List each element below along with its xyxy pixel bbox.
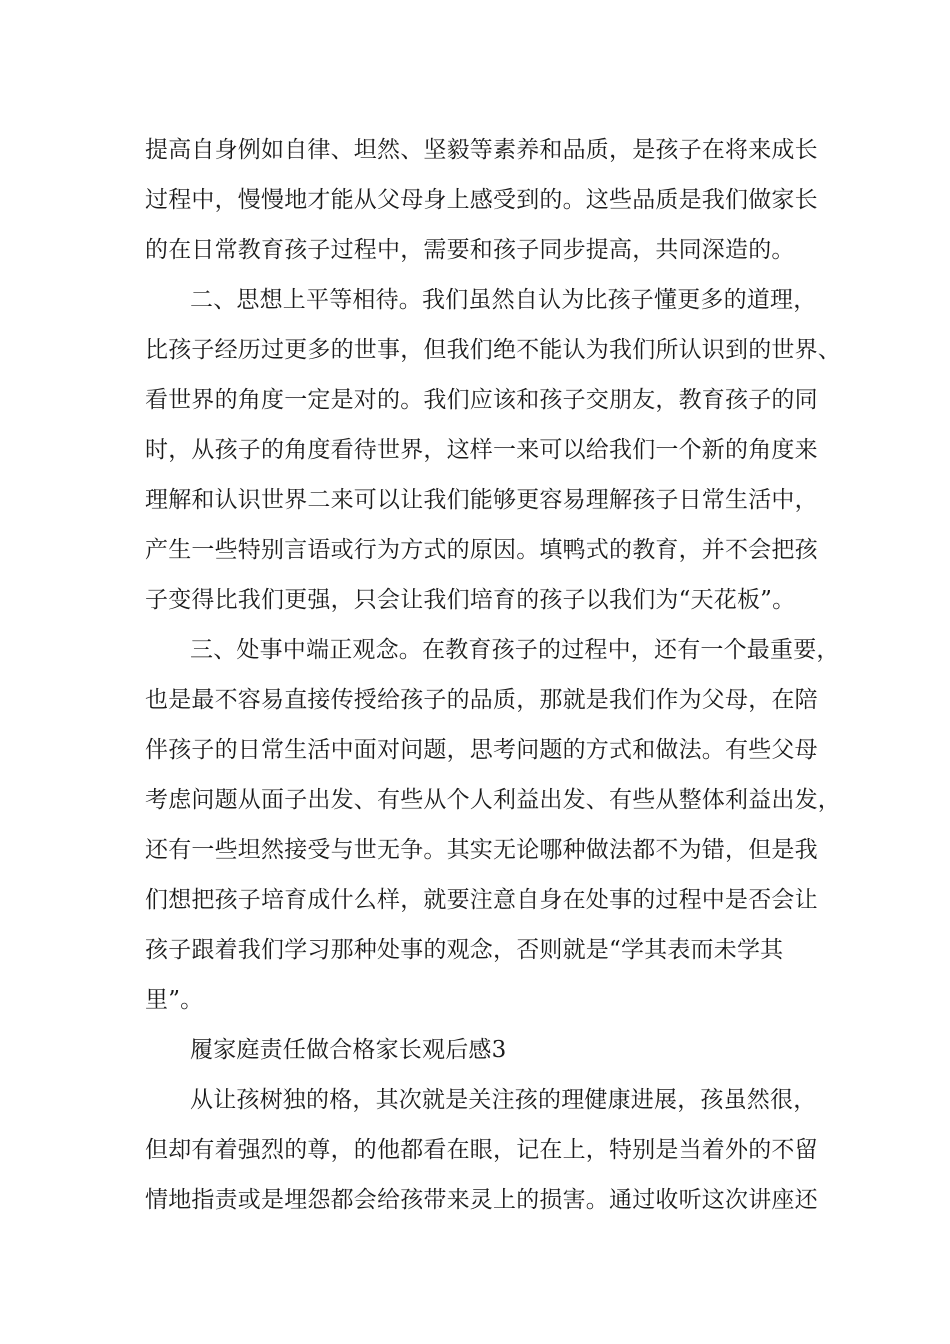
text-line-14: 考虑问题从面子出发、有些从个人利益出发、有些从整体利益出发， (145, 787, 841, 813)
text-line-3: 的在日常教育孩子过程中，需要和孩子同步提高，共同深造的。 (145, 237, 795, 263)
section-heading: 履家庭责任做合格家长观后感3 (190, 1037, 507, 1063)
paragraph-3-start: 三、处事中端正观念。在教育孩子的过程中，还有一个最重要， (190, 637, 840, 663)
paragraph-4-start: 从让孩树独的格，其次就是关注孩的理健康进展，孩虽然很， (190, 1087, 817, 1113)
text-line-8: 理解和认识世界二来可以让我们能够更容易理解孩子日常生活中， (145, 487, 818, 513)
text-line-17: 孩子跟着我们学习那种处事的观念，否则就是“学其表而未学其 (145, 937, 784, 963)
text-line-1: 提高自身例如自律、坦然、坚毅等素养和品质，是孩子在将来成长 (145, 137, 818, 163)
text-line-6: 看世界的角度一定是对的。我们应该和孩子交朋友，教育孩子的同 (145, 387, 818, 413)
text-line-10: 子变得比我们更强，只会让我们培育的孩子以我们为“天花板”。 (145, 587, 796, 613)
text-line-22: 情地指责或是埋怨都会给孩带来灵上的损害。通过收听这次讲座还 (145, 1187, 818, 1213)
text-line-9: 产生一些特别言语或行为方式的原因。填鸭式的教育，并不会把孩 (145, 537, 818, 563)
text-line-2: 过程中，慢慢地才能从父母身上感受到的。这些品质是我们做家长 (145, 187, 818, 213)
text-line-15: 还有一些坦然接受与世无争。其实无论哪种做法都不为错，但是我 (145, 837, 818, 863)
paragraph-2-start: 二、思想上平等相待。我们虽然自认为比孩子懂更多的道理， (190, 287, 817, 313)
text-line-18: 里”。 (145, 987, 204, 1013)
text-line-5: 比孩子经历过更多的世事，但我们绝不能认为我们所认识到的世界、 (145, 337, 841, 363)
text-line-12: 也是最不容易直接传授给孩子的品质，那就是我们作为父母，在陪 (145, 687, 818, 713)
text-line-16: 们想把孩子培育成什么样，就要注意自身在处事的过程中是否会让 (145, 887, 818, 913)
text-line-13: 伴孩子的日常生活中面对问题，思考问题的方式和做法。有些父母 (145, 737, 818, 763)
text-line-7: 时，从孩子的角度看待世界，这样一来可以给我们一个新的角度来 (145, 437, 818, 463)
text-line-21: 但却有着强烈的尊，的他都看在眼，记在上，特别是当着外的不留 (145, 1137, 818, 1163)
